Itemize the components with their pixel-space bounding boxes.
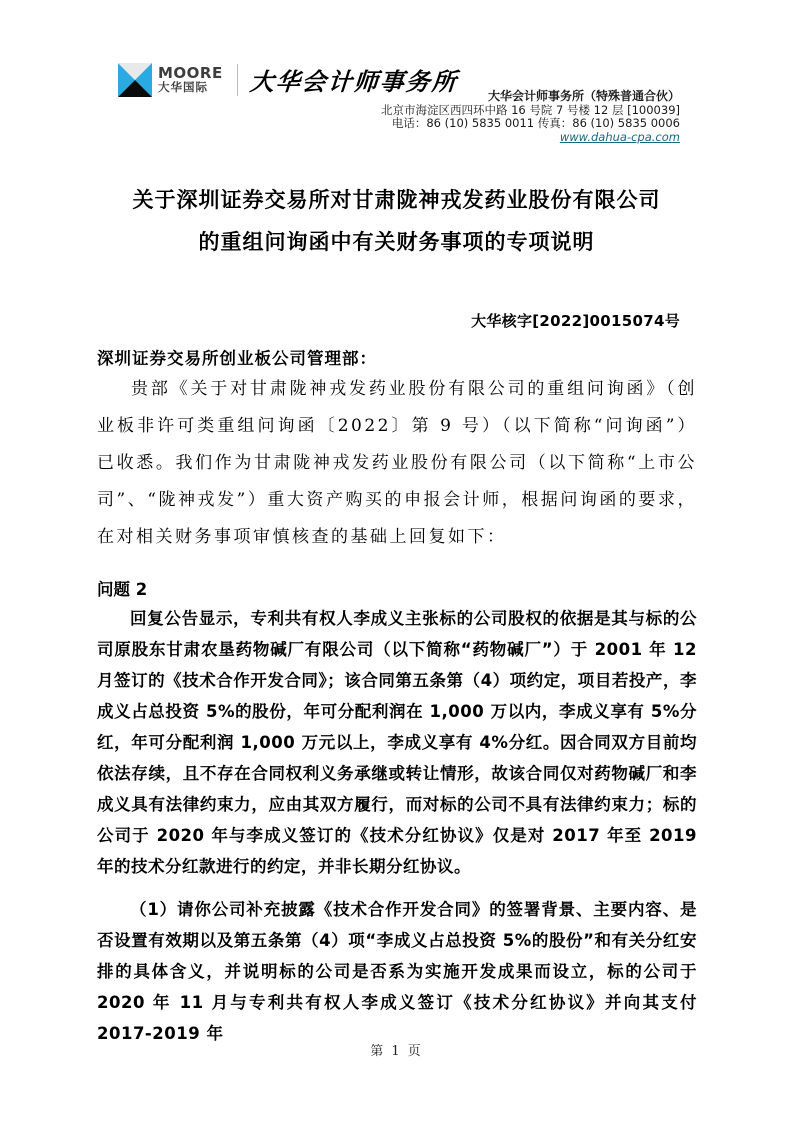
salutation: 深圳证券交易所创业板公司管理部： bbox=[97, 349, 377, 368]
brand-name-en: MOORE bbox=[158, 63, 223, 82]
letterhead-divider bbox=[237, 64, 238, 96]
firm-address: 北京市海淀区西四环中路 16 号院 7 号楼 12 层 [100039] bbox=[380, 102, 680, 117]
firm-script-name: 大华会计师事务所 bbox=[248, 67, 459, 96]
document-title-line1: 关于深圳证券交易所对甘肃陇神戎发药业股份有限公司 bbox=[132, 188, 661, 212]
brand-name-cn: 大华国际 bbox=[158, 80, 208, 95]
document-reference-number: 大华核字[2022]0015074号 bbox=[471, 312, 680, 330]
contact-block bbox=[381, 90, 680, 144]
moore-logo-icon bbox=[118, 63, 152, 97]
page-number: 第 1 页 bbox=[370, 1044, 423, 1059]
firm-phone-fax: 电话：86 (10) 5835 0011 传真：86 (10) 5835 0006 bbox=[391, 116, 680, 130]
firm-full-name: 大华会计师事务所（特殊普通合伙） bbox=[487, 89, 680, 103]
intro-paragraph: 贵部《关于对甘肃陇神戎发药业股份有限公司的重组问询函》（创业板非许可类重组问询函〔2022〕第 9 号）（以下简称“问询函”）已收悉。我们作为甘肃陇神戎发药业股份有限公司（以下简称“上市公司”、“陇神戎发”）重大资产购买的申报会计师，根据问询函的要求，在对相关财务事项审慎核查的基础上回复如下： bbox=[97, 379, 697, 547]
section-heading-question-2: 问题 2 bbox=[97, 580, 148, 599]
question-paragraph: 回复公告显示，专利共有权人李成义主张标的公司股权的依据是其与标的公司原股东甘肃农垦药物碱厂有限公司（以下简称“药物碱厂”）于 2001 年 12 月签订的《技术合作开发合同》；该合同第五条第（4）项约定，项目若投产，李成义占总投资 5%的股份，年可分配利润在 1,000 万以内，李成义享有 5%分红，年可分配利润 1,000 万元以上，李成义享有 4%分红。因合同双方目前均依法存续，且不存在合同权利义务承继或转让情形，故该合同仅对药物碱厂和李成义具有法律约束力，应由其双方履行，而对标的公司不具有法律约束力；标的公司于 2020 年与李成义签订的《技术分红协议》仅是对 2017 年至 2019 年的技术分红款进行的约定，并非长期分红协议。 bbox=[97, 609, 697, 876]
website-link[interactable]: www.dahua-cpa.com bbox=[559, 129, 680, 144]
brand-block bbox=[158, 63, 223, 95]
document-title-line2: 的重组问询函中有关财务事项的专项说明 bbox=[198, 230, 595, 254]
subquestion-paragraph: （1）请你公司补充披露《技术合作开发合同》的签署背景、主要内容、是否设置有效期以及第五条第（4）项“李成义占总投资 5%的股份”和有关分红安排的具体含义，并说明标的公司是否系为实施开发成果而设立，标的公司于 2020 年 11 月与专利共有权人李成义签订《技术分红协议》并向其支付 2017-2019 年 bbox=[97, 900, 697, 1043]
